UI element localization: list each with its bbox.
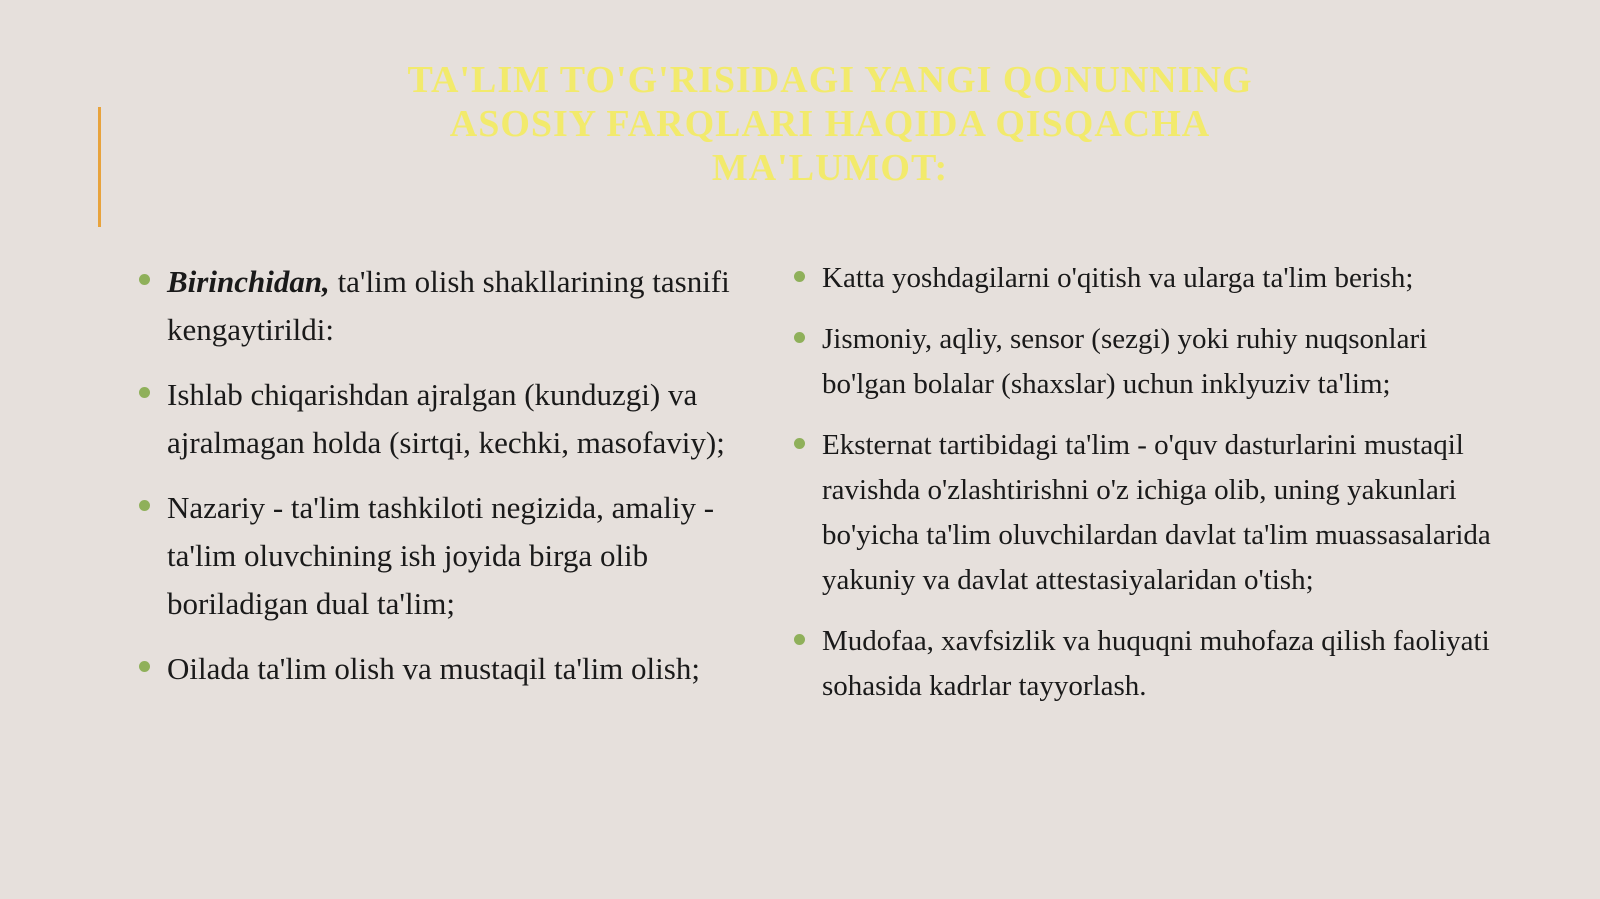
list-item bbox=[138, 371, 778, 467]
item-text: Nazariy - ta'lim tashkiloti negizida, amaliy - ta'lim oluvchining ish joyida birga olib boriladigan dual ta'lim; bbox=[167, 490, 715, 621]
slide-title bbox=[330, 58, 1330, 190]
bullet-dot-icon bbox=[139, 500, 150, 511]
list-item bbox=[793, 619, 1493, 709]
list-item bbox=[138, 484, 778, 628]
left-bullet-list bbox=[138, 258, 778, 693]
lead-text: Birinchidan, bbox=[167, 264, 330, 299]
title-line: MA'LUMOT: bbox=[711, 147, 949, 189]
right-bullet-list bbox=[793, 256, 1493, 709]
item-text: Mudofaa, xavfsizlik va huquqni muhofaza qilish faoliyati sohasida kadrlar tayyorlash. bbox=[822, 625, 1490, 702]
bullet-dot-icon bbox=[139, 661, 150, 672]
left-column bbox=[138, 258, 778, 710]
item-text: Ishlab chiqarishdan ajralgan (kunduzgi) va ajralmagan holda (sirtqi, kechki, masofaviy); bbox=[167, 377, 725, 460]
accent-bar bbox=[98, 107, 101, 227]
item-text: Katta yoshdagilarni o'qitish va ularga ta'lim berish; bbox=[822, 262, 1414, 294]
list-item bbox=[793, 256, 1493, 301]
bullet-dot-icon bbox=[794, 634, 805, 645]
list-item bbox=[138, 258, 778, 354]
bullet-dot-icon bbox=[794, 438, 805, 449]
item-text: Eksternat tartibidagi ta'lim - o'quv dasturlarini mustaqil ravishda o'zlashtirishni o'z ichiga olib, uning yakunlari bo'yicha ta'lim oluvchilardan davlat ta'lim muassasalarida yakuniy va davlat attestasiyalaridan o'tish; bbox=[822, 429, 1491, 596]
list-item bbox=[793, 423, 1493, 603]
item-text: Oilada ta'lim olish va mustaqil ta'lim olish; bbox=[167, 651, 700, 686]
title-line: ASOSIY FARQLARI HAQIDA QISQACHA bbox=[449, 103, 1211, 145]
bullet-dot-icon bbox=[794, 271, 805, 282]
list-item bbox=[138, 645, 778, 693]
list-item bbox=[793, 317, 1493, 407]
bullet-dot-icon bbox=[139, 274, 150, 285]
item-text: Jismoniy, aqliy, sensor (sezgi) yoki ruhiy nuqsonlari bo'lgan bolalar (shaxslar) uchun inklyuziv ta'lim; bbox=[822, 323, 1428, 400]
bullet-dot-icon bbox=[139, 387, 150, 398]
item-text: ta'lim olish shakllarining tasnifi kengaytirildi: bbox=[167, 264, 730, 347]
right-column bbox=[793, 256, 1493, 725]
title-line: TA'LIM TO'G'RISIDAGI YANGI QONUNNING bbox=[407, 59, 1253, 101]
bullet-dot-icon bbox=[794, 332, 805, 343]
